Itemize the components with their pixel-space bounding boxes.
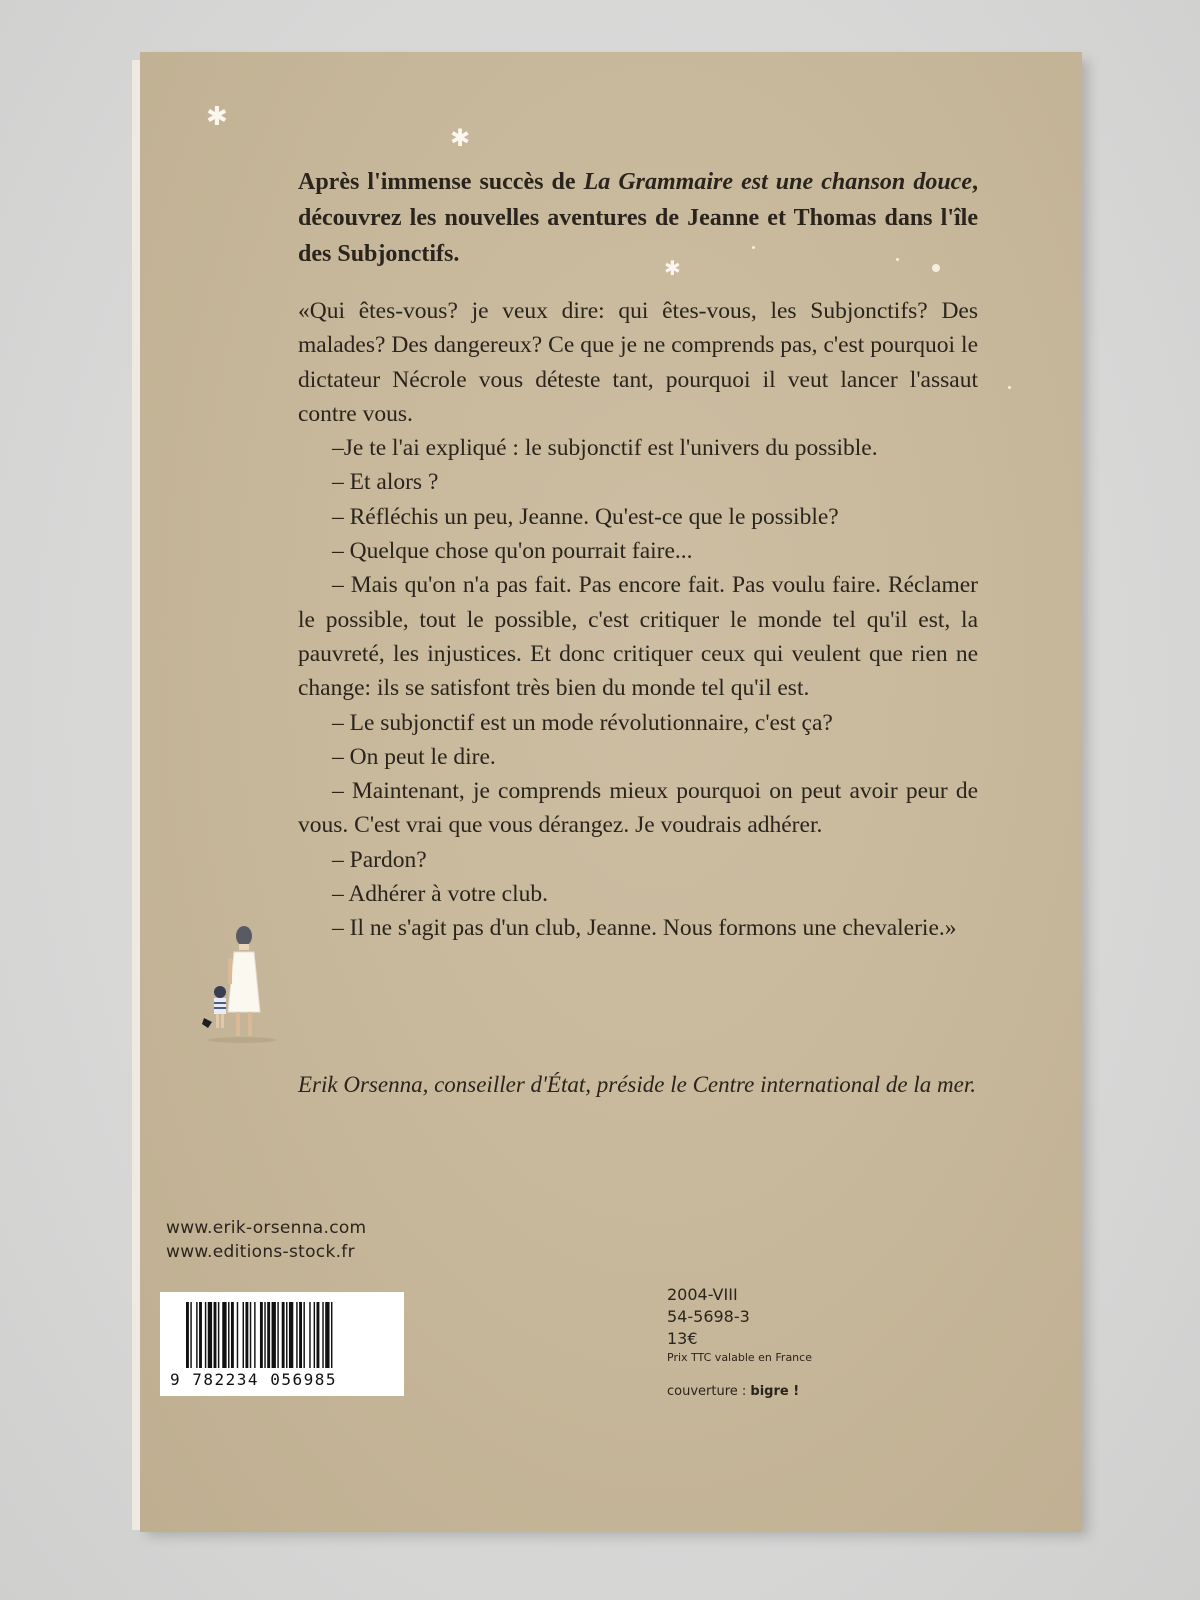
barcode-bar	[205, 1302, 206, 1368]
edition-code: 2004-VIII	[667, 1285, 738, 1304]
intro-part2: , découvrez les nouvelles aventures de Jeanne et Thomas dans l'île des Subjonctifs.	[298, 169, 978, 267]
barcode-bar	[314, 1302, 315, 1368]
barcode-bar	[254, 1302, 255, 1368]
excerpt-paragraph: – Le subjonctif est un mode révolutionnaire, c'est ça?	[332, 709, 833, 736]
price-info	[667, 1284, 812, 1366]
intro-book-title: La Grammaire est une chanson douce	[583, 169, 972, 195]
intro-blurb	[298, 164, 978, 272]
cover-credit	[667, 1384, 799, 1399]
star-dot	[1008, 386, 1011, 389]
barcode-bar	[243, 1302, 244, 1368]
barcode-bar	[272, 1302, 276, 1368]
excerpt-paragraph: – On peut le dire.	[332, 743, 496, 770]
author-website-link[interactable]: www.erik-orsenna.com	[166, 1218, 367, 1238]
star-icon: ✱	[206, 102, 228, 132]
price-note: Prix TTC valable en France	[667, 1351, 812, 1364]
barcode-bar	[199, 1302, 202, 1368]
excerpt-paragraph: – Il ne s'agit pas d'un club, Jeanne. Nous formons une chevalerie.»	[332, 915, 957, 942]
publisher-website-link[interactable]: www.editions-stock.fr	[166, 1242, 355, 1262]
excerpt-paragraph: – Adhérer à votre club.	[332, 881, 548, 908]
barcode-bar	[264, 1302, 265, 1368]
barcode	[186, 1302, 382, 1372]
barcode-bar	[309, 1302, 310, 1368]
barcode-bar	[325, 1302, 329, 1368]
price: 13€	[667, 1329, 698, 1348]
barcode-bar	[289, 1302, 293, 1368]
barcode-bar	[222, 1302, 226, 1368]
cover-credit-name: bigre !	[750, 1384, 800, 1399]
excerpt-paragraph: – Mais qu'on n'a pas fait. Pas encore fait. Pas voulu faire. Réclamer le possible, tout le possible, c'est critiquer le monde tel qu'il est, la pauvreté, les injustices. Et donc critiquer ceux qui veulent que rien ne change: ils se satisfont très bien du monde tel qu'il est.	[298, 572, 978, 702]
excerpt-paragraph: – Et alors ?	[332, 469, 439, 496]
cover-credit-label: couverture :	[667, 1384, 751, 1399]
barcode-bar	[331, 1302, 332, 1368]
barcode-bar	[250, 1302, 251, 1368]
excerpt-paragraph: – Maintenant, je comprends mieux pourquoi on peut avoir peur de vous. C'est vrai que vous dérangez. Je voudrais adhérer.	[298, 778, 978, 839]
excerpt-paragraph: – Réfléchis un peu, Jeanne. Qu'est-ce que le possible?	[332, 503, 839, 530]
barcode-bar	[237, 1302, 238, 1368]
barcode-bar	[296, 1302, 297, 1368]
excerpt-paragraph: –Je te l'ai expliqué : le subjonctif est l'univers du possible.	[332, 435, 878, 462]
intro-part1: Après l'immense succès de	[298, 169, 584, 195]
barcode-bar	[186, 1302, 189, 1368]
barcode-bar	[245, 1302, 248, 1368]
barcode-bar	[231, 1302, 234, 1368]
barcode-bar	[190, 1302, 191, 1368]
barcode-bar	[322, 1302, 323, 1368]
barcode-bar	[228, 1302, 229, 1368]
excerpt	[298, 294, 978, 946]
reference-number: 54-5698-3	[667, 1307, 750, 1326]
barcode-bar	[299, 1302, 302, 1368]
star-icon: ✱	[664, 256, 681, 280]
barcode-bar	[196, 1302, 197, 1368]
woman-child-illustration	[198, 924, 278, 1044]
excerpt-paragraph: – Quelque chose qu'on pourrait faire...	[332, 538, 693, 565]
excerpt-paragraph: «Qui êtes-vous? je veux dire: qui êtes-vous, les Subjonctifs? Des malades? Des dangereux? Ce que je ne comprends pas, c'est pourquoi le dictateur Nécrole vous déteste tant, pourquoi il veut lancer l'assaut contre vous.	[298, 298, 978, 427]
barcode-label	[160, 1292, 404, 1396]
author-note: Erik Orsenna, conseiller d'État, préside le Centre international de la mer.	[298, 1072, 976, 1097]
barcode-bar	[303, 1302, 304, 1368]
barcode-bar	[317, 1302, 320, 1368]
barcode-bar	[267, 1302, 270, 1368]
barcode-bar	[286, 1302, 287, 1368]
barcode-bar	[277, 1302, 278, 1368]
star-icon: ✱	[450, 124, 471, 152]
barcode-bar	[214, 1302, 217, 1368]
barcode-bar	[260, 1302, 263, 1368]
barcode-bar	[282, 1302, 285, 1368]
isbn-digits: 9 782234 056985	[170, 1370, 337, 1389]
barcode-bar	[208, 1302, 212, 1368]
barcode-bar	[218, 1302, 219, 1368]
excerpt-paragraph: – Pardon?	[332, 846, 427, 873]
website-links	[166, 1216, 366, 1264]
